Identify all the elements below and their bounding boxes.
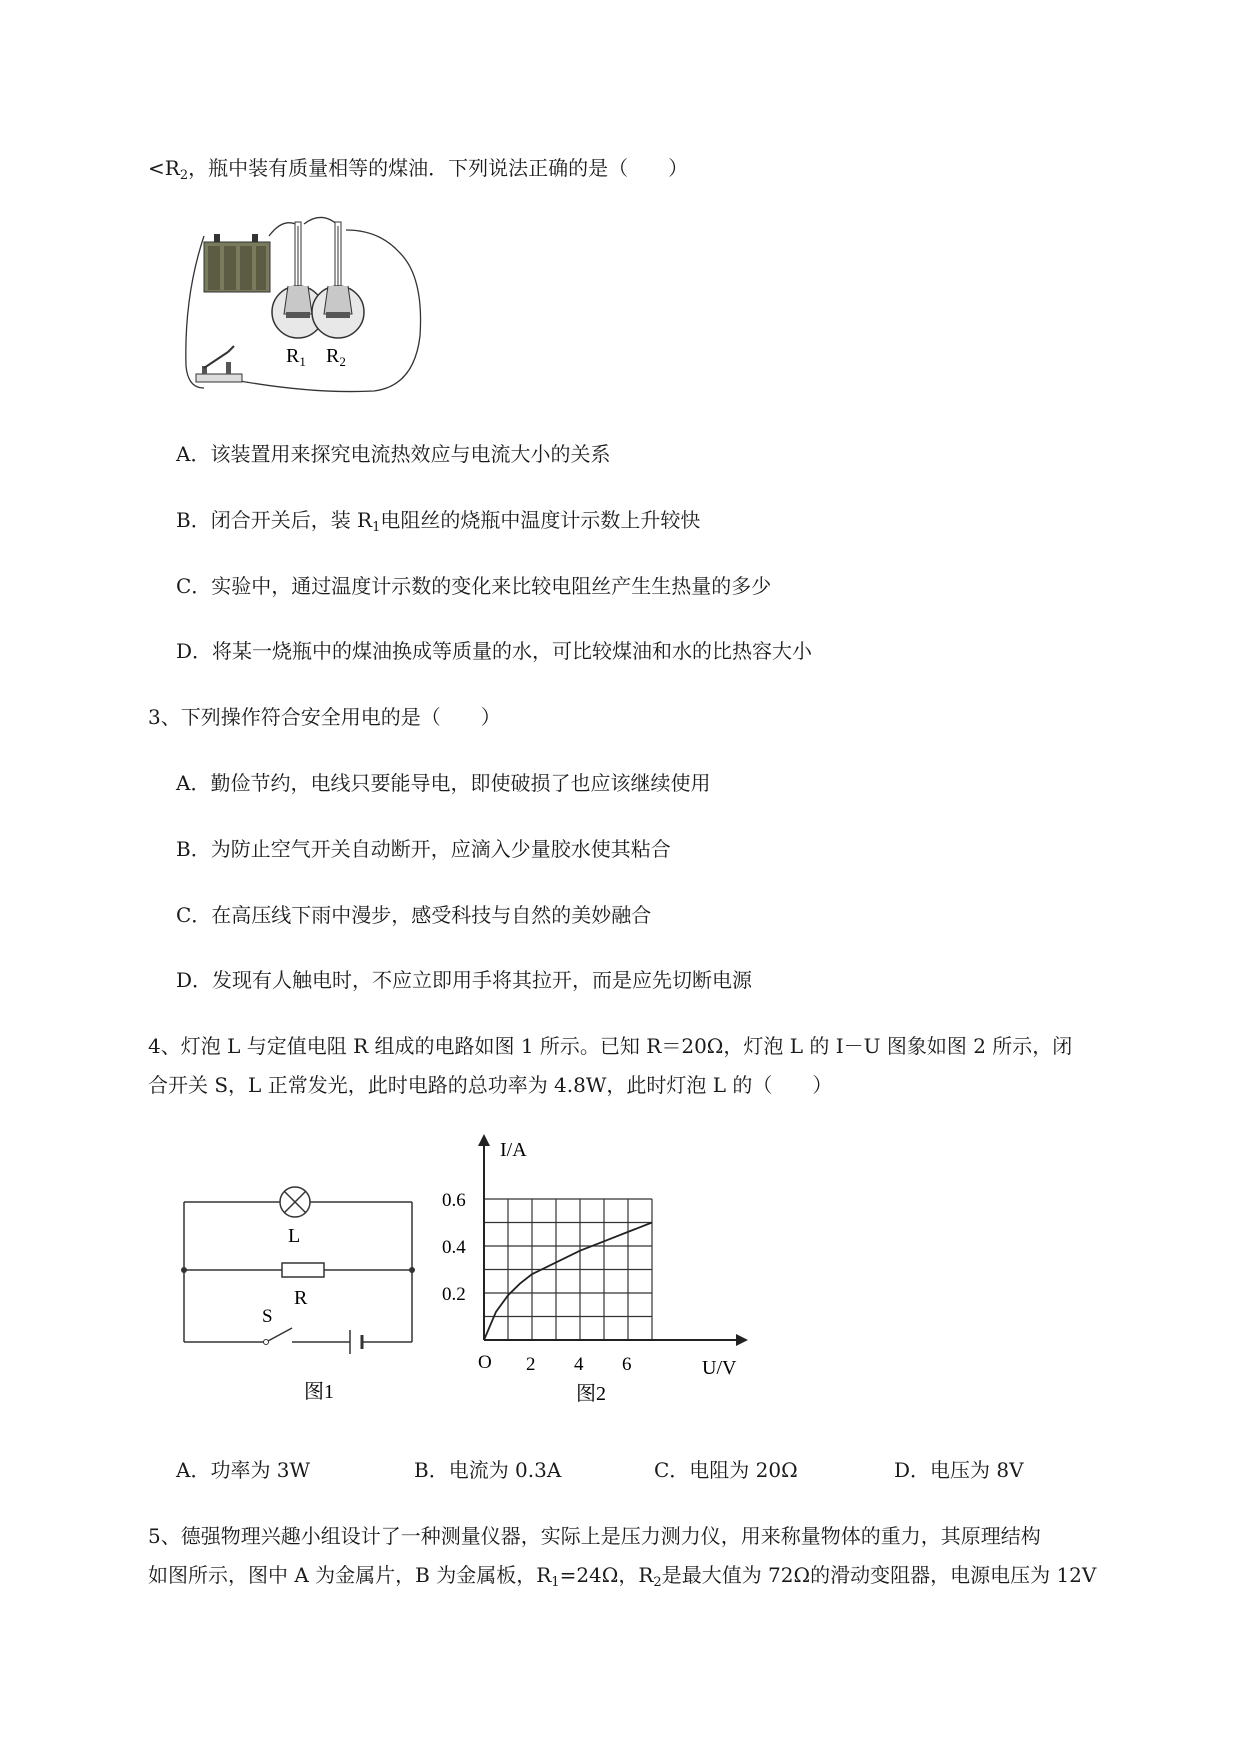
switch-s-icon — [264, 1328, 293, 1345]
q3-stem: 3、下列操作符合安全用电的是（ ） — [148, 705, 501, 729]
q4-stem-line2: 合开关 S，L 正常发光，此时电路的总功率为 4.8W，此时灯泡 L 的（ ） — [148, 1073, 833, 1097]
q3-option-d[interactable]: D．发现有人触电时，不应立即用手将其拉开，而是应先切断电源 — [176, 968, 753, 992]
y-tick-label: 0.2 — [442, 1284, 466, 1305]
q2-option-d[interactable]: D．将某一烧瓶中的煤油换成等质量的水，可比较煤油和水的比热容大小 — [176, 639, 813, 663]
battery-icon — [204, 234, 270, 292]
flask-r1-label: $R_1$ — [286, 345, 306, 369]
x-tick-label: 4 — [574, 1354, 584, 1375]
q2-option-a[interactable]: A．该装置用来探究电流热效应与电流大小的关系 — [176, 442, 611, 466]
q4-option-b[interactable]: B．电流为 0.3A — [414, 1458, 562, 1482]
q2-stem: $<R_2$，瓶中装有质量相等的煤油．下列说法正确的是（ ） — [148, 156, 689, 183]
q2-option-b[interactable]: B．闭合开关后，装 $R_1$电阻丝的烧瓶中温度计示数上升较快 — [176, 508, 701, 535]
q3-option-a[interactable]: A．勤俭节约，电线只要能导电，即使破损了也应该继续使用 — [176, 771, 711, 795]
label-l: L — [288, 1225, 301, 1247]
q2-option-c[interactable]: C．实验中，通过温度计示数的变化来比较电阻丝产生生热量的多少 — [176, 574, 772, 598]
q2-figure — [174, 216, 430, 402]
x-axis-label: U/V — [702, 1357, 737, 1379]
switch-icon — [196, 346, 242, 382]
iu-curve-series — [484, 1223, 652, 1341]
x-axis-arrow-icon — [736, 1334, 748, 1346]
q4-option-d[interactable]: D．电压为 8V — [894, 1458, 1024, 1482]
resistor-r-icon — [282, 1263, 324, 1277]
q5-stem-line1: 5、德强物理兴趣小组设计了一种测量仪器，实际上是压力测力仪，用来称量物体的重力，其原理结构 — [148, 1524, 1041, 1548]
x-tick-label: 6 — [622, 1354, 632, 1375]
y-tick-label: 0.6 — [442, 1190, 466, 1211]
q3-option-b[interactable]: B．为防止空气开关自动断开，应滴入少量胶水使其粘合 — [176, 837, 671, 861]
figure1-caption: 图1 — [304, 1381, 334, 1403]
flask-r2-label: $R_2$ — [326, 345, 346, 369]
q4-figure1-circuit — [176, 1180, 436, 1410]
q4-option-c[interactable]: C．电阻为 20Ω — [654, 1458, 798, 1482]
label-s: S — [262, 1306, 273, 1327]
label-r: R — [294, 1287, 308, 1309]
q4-stem-line1: 4、灯泡 L 与定值电阻 R 组成的电路如图 1 所示。已知 R＝20Ω，灯泡 L 的 I－U 图象如图 2 所示，闭 — [148, 1034, 1073, 1058]
q4-options — [176, 1456, 1076, 1484]
y-axis-label: I/A — [500, 1139, 527, 1161]
figure2-caption: 图2 — [576, 1383, 606, 1405]
chart-grid — [484, 1199, 652, 1340]
origin-label: O — [478, 1352, 492, 1373]
q5-stem-line2: 如图所示，图中 A 为金属片，B 为金属板，$R_1=24\Omega$，$R_2$是最大值为 72Ω的滑动变阻器，电源电压为 12V — [148, 1563, 1097, 1590]
lamp-l-icon — [280, 1187, 310, 1217]
y-axis-arrow-icon — [478, 1134, 490, 1146]
flask-r2-icon — [312, 222, 364, 338]
q4-option-a[interactable]: A．功率为 3W — [176, 1458, 311, 1482]
q3-option-c[interactable]: C．在高压线下雨中漫步，感受科技与自然的美妙融合 — [176, 903, 652, 927]
battery-icon — [350, 1330, 362, 1354]
y-tick-label: 0.4 — [442, 1237, 466, 1258]
q4-figure2-iu-graph — [440, 1134, 760, 1424]
x-tick-label: 2 — [526, 1354, 536, 1375]
